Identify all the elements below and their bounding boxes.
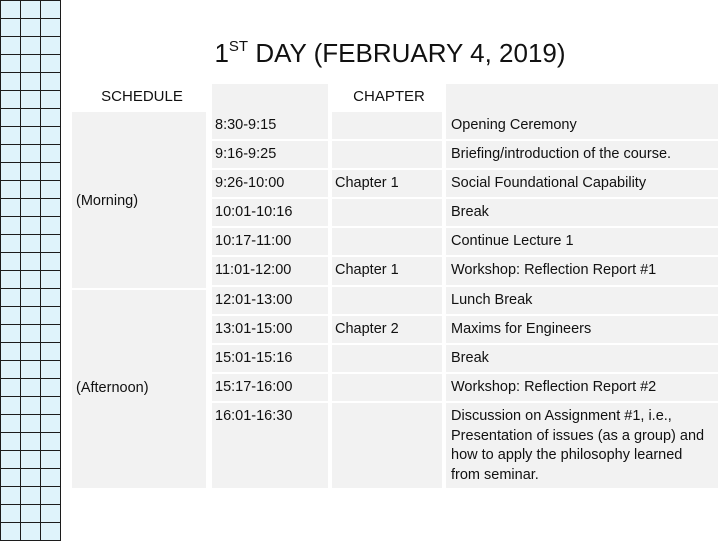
grid-cell (20, 234, 41, 253)
grid-cell (20, 342, 41, 361)
grid-cell (40, 216, 61, 235)
grid-cell (40, 108, 61, 127)
grid-cell (0, 180, 21, 199)
grid-cell (0, 198, 21, 217)
grid-cell (40, 486, 61, 505)
row-chapter: Chapter 2 (335, 321, 399, 337)
row-duration: 13:01-15:00 (215, 321, 293, 337)
row-chapter: Chapter 1 (335, 262, 399, 278)
session-morning: (Morning) (76, 193, 139, 209)
grid-cell (20, 108, 41, 127)
grid-cell (20, 432, 41, 451)
grid-cell (0, 90, 21, 109)
row-duration: 9:16-9:25 (215, 146, 277, 162)
grid-cell (20, 126, 41, 145)
grid-cell (0, 342, 21, 361)
grid-cell (0, 216, 21, 235)
grid-cell (40, 144, 61, 163)
row-duration: 8:30-9:15 (215, 117, 277, 133)
row-duration: 10:01-10:16 (215, 204, 293, 220)
grid-cell (20, 0, 41, 19)
grid-cell (40, 126, 61, 145)
grid-cell (20, 18, 41, 37)
grid-cell (20, 360, 41, 379)
grid-cell (0, 162, 21, 181)
grid-cell (20, 306, 41, 325)
table-cell-bg (332, 141, 442, 168)
grid-cell (20, 396, 41, 415)
grid-cell (40, 252, 61, 271)
grid-cell (20, 414, 41, 433)
grid-cell (40, 306, 61, 325)
row-activity: Break (451, 204, 489, 220)
grid-cell (20, 504, 41, 523)
grid-cell (40, 90, 61, 109)
row-activity: Maxims for Engineers (451, 321, 592, 337)
row-duration: 10:17-11:00 (215, 233, 292, 249)
grid-cell (0, 108, 21, 127)
grid-cell (20, 378, 41, 397)
row-duration: 15:17-16:00 (215, 379, 293, 395)
grid-cell (0, 18, 21, 37)
row-duration: 11:01-12:00 (215, 262, 292, 278)
table-cell-bg (332, 374, 442, 401)
grid-cell (0, 432, 21, 451)
grid-cell (40, 198, 61, 217)
grid-cell (20, 270, 41, 289)
row-activity: Social Foundational Capability (451, 175, 647, 191)
table-cell-bg (332, 199, 442, 226)
row-activity: Discussion on Assignment #1, i.e., Presentation of issues (as a group) and how to apply the philosophy learned from seminar. (451, 408, 705, 483)
grid-cell (20, 288, 41, 307)
row-duration: 15:01-15:16 (215, 350, 293, 366)
row-duration: 16:01-16:30 (215, 408, 293, 424)
row-activity: Continue Lecture 1 (451, 233, 574, 249)
grid-cell (40, 360, 61, 379)
grid-cell (0, 486, 21, 505)
grid-cell (0, 252, 21, 271)
row-activity: Lunch Break (451, 292, 533, 308)
table-cell-bg (332, 228, 442, 255)
row-chapter: Chapter 1 (335, 175, 399, 191)
grid-cell (40, 0, 61, 19)
grid-cell (0, 468, 21, 487)
header-bg-duration (212, 84, 328, 112)
grid-cell (20, 144, 41, 163)
grid-cell (40, 378, 61, 397)
grid-cell (40, 18, 61, 37)
header-schedule: SCHEDULE (101, 88, 183, 105)
grid-cell (20, 450, 41, 469)
table-cell-bg (332, 345, 442, 372)
row-activity: Workshop: Reflection Report #1 (451, 262, 657, 278)
grid-cell (0, 306, 21, 325)
grid-cell (20, 252, 41, 271)
grid-cell (20, 90, 41, 109)
grid-cell (0, 270, 21, 289)
grid-cell (40, 522, 61, 541)
grid-cell (0, 504, 21, 523)
row-activity: Opening Ceremony (451, 117, 577, 133)
grid-cell (0, 144, 21, 163)
grid-cell (0, 450, 21, 469)
row-activity: Workshop: Reflection Report #2 (451, 379, 657, 395)
grid-cell (20, 180, 41, 199)
grid-cell (40, 432, 61, 451)
grid-cell (20, 216, 41, 235)
grid-cell (40, 270, 61, 289)
grid-cell (40, 72, 61, 91)
grid-cell (0, 0, 21, 19)
grid-cell (40, 396, 61, 415)
grid-cell (0, 414, 21, 433)
grid-cell (0, 234, 21, 253)
grid-cell (20, 162, 41, 181)
grid-cell (0, 522, 21, 541)
grid-cell (40, 234, 61, 253)
row-duration: 9:26-10:00 (215, 175, 285, 191)
grid-cell (0, 126, 21, 145)
header-bg-activity (446, 84, 718, 112)
grid-cell (40, 180, 61, 199)
grid-cell (40, 414, 61, 433)
decorative-grid (0, 0, 60, 540)
grid-cell (0, 288, 21, 307)
table-cell-bg (332, 403, 442, 488)
grid-cell (20, 486, 41, 505)
grid-cell (0, 360, 21, 379)
grid-cell (0, 72, 21, 91)
session-afternoon: (Afternoon) (76, 380, 149, 396)
grid-cell (40, 288, 61, 307)
table-cell-bg (332, 112, 442, 139)
grid-cell (40, 324, 61, 343)
header-chapter: CHAPTER (353, 88, 425, 105)
grid-cell (0, 378, 21, 397)
grid-cell (40, 504, 61, 523)
grid-cell (20, 72, 41, 91)
row-activity: Break (451, 350, 489, 366)
grid-cell (20, 198, 41, 217)
table-cell-bg (332, 287, 442, 314)
grid-cell (40, 450, 61, 469)
page-title: 1ST DAY (FEBRUARY 4, 2019) (214, 38, 566, 68)
grid-cell (20, 468, 41, 487)
grid-cell (40, 342, 61, 361)
grid-cell (20, 324, 41, 343)
grid-cell (40, 468, 61, 487)
row-duration: 12:01-13:00 (215, 292, 293, 308)
row-activity: Briefing/introduction of the course. (451, 146, 672, 162)
grid-cell (0, 324, 21, 343)
grid-cell (0, 396, 21, 415)
grid-cell (20, 522, 41, 541)
grid-cell (40, 162, 61, 181)
